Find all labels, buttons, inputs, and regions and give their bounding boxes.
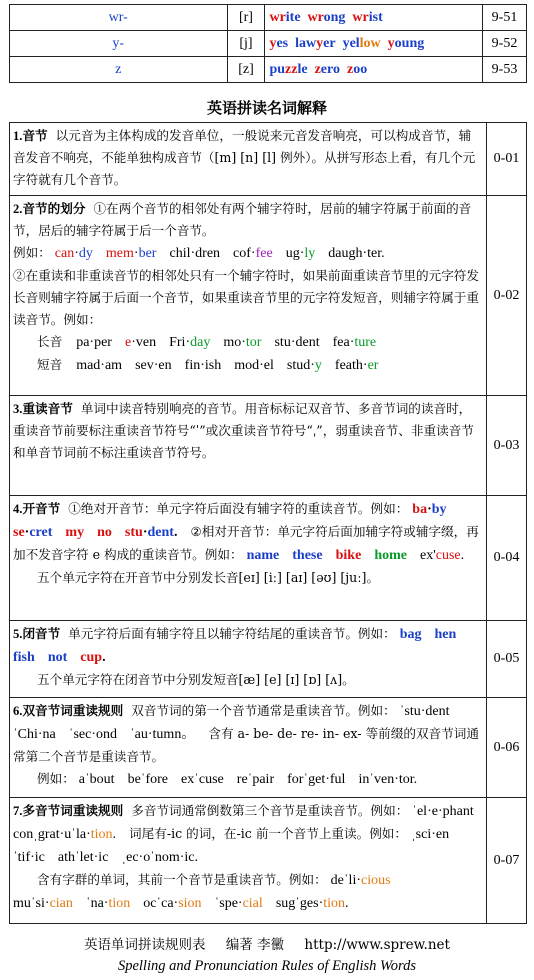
term-name: 开音节 xyxy=(22,501,61,516)
table-row xyxy=(10,5,527,31)
phonetic-cell: [j] xyxy=(227,31,265,57)
term-text: 含有 a- be- de- re- in- ex- 等前缀的双音节词通常第二个音节是重读音节。 xyxy=(13,726,479,764)
example-line: 例如： aˈbout beˈfore exˈcuse reˈpair forˈget·ful inˈven·tor. xyxy=(37,771,418,787)
example-words: write wrong wrist xyxy=(265,5,483,31)
phonetic-cell: [r] xyxy=(227,5,265,31)
example-line: 例如： can·dy mem·ber chil·dren cof·fee ug·ly daugh·ter. xyxy=(13,245,385,261)
table-row xyxy=(10,57,527,83)
code-cell: 0-04 xyxy=(487,496,527,621)
term-cell: 7.多音节词重读规则 多音节词通常倒数第三个音节是重读音节。例如： ˈel·e·phant conˌgrat·uˈla·tion. 词尾有-ic 的词，在-ic 前一个音节上重读。例如： ˌsci·enˈtif·ic athˈlet·ic ˌec·oˈnom·ic. 含有字群的单词，其前一个音节是重读音节。例如： deˈli·cious muˈsi·cian ˈna·tion ocˈca·sion ˈspe·cial sugˈges·tion. xyxy=(10,798,487,924)
code-cell: 0-01 xyxy=(487,123,527,196)
example-words: yes lawyer yellow young xyxy=(265,31,483,57)
section-title: 英语拼读名词解释 xyxy=(206,99,327,117)
term-cell: 1.音节 以元音为主体构成的发音单位，一般说来元音发音响亮，可以构成音节，辅音发音不响亮，不能单独构成音节（[m] [n] [l] 例外）。从拼写形态上看，有几个元字符就有几个音节。 xyxy=(10,123,487,196)
term-name: 音节的划分 xyxy=(22,201,86,216)
term-name: 双音节词重读规则 xyxy=(22,703,124,718)
terms-table xyxy=(9,122,527,924)
term-name: 重读音节 xyxy=(22,401,73,416)
term-cell: 6.双音节词重读规则 双音节词的第一个音节通常是重读音节。例如： ˈstu·dent ˈChi·na ˈsec·ond ˈau·tumn。 含有 a- be- de- re- in- ex- 等前缀的双音节词通常第二个音节是重读音节。 例如： aˈbout beˈfore exˈcuse reˈpair forˈget·ful inˈven·tor. xyxy=(10,698,487,798)
example-words: puzzle zero zoo xyxy=(265,57,483,83)
term-text: 五个单元字符在开音节中分别发长音[eɪ] [iː] [aɪ] [əʊ] [juː]。 xyxy=(37,570,380,585)
term-text: 单元字符后面有辅字符且以辅字符结尾的重读音节。例如： xyxy=(68,626,396,641)
code-cell: 0-05 xyxy=(487,621,527,698)
code-cell: 0-02 xyxy=(487,196,527,396)
term-name: 音节 xyxy=(22,128,48,143)
term-text: 多音节词通常倒数第三个音节是重读音节。例如： xyxy=(131,803,409,818)
letter-sound-table xyxy=(9,4,527,83)
table-row xyxy=(10,798,527,924)
table-row xyxy=(10,196,527,396)
term-text: 双音节词的第一个音节通常是重读音节。例如： xyxy=(131,703,396,718)
table-row xyxy=(10,496,527,621)
term-name: 多音节词重读规则 xyxy=(22,803,124,818)
example-line: muˈsi·cian ˈna·tion ocˈca·sion ˈspe·cial sugˈges·tion. xyxy=(13,896,349,911)
term-text: 五个单元字符在闭音节中分别发短音[æ] [e] [ɪ] [ɒ] [ʌ]。 xyxy=(37,672,355,687)
letter-cell: z xyxy=(10,57,228,83)
footer xyxy=(0,933,534,953)
letter-cell: wr- xyxy=(10,5,228,31)
term-cell: 5.闭音节 单元字符后面有辅字符且以辅字符结尾的重读音节。例如： bag hen fish not cup. 五个单元字符在闭音节中分别发短音[æ] [e] [ɪ] [ɒ] [ʌ]。 xyxy=(10,621,487,698)
code-cell: 0-06 xyxy=(487,698,527,798)
letter-cell: y- xyxy=(10,31,228,57)
term-cell: 3.重读音节 单词中读音特别响亮的音节。用音标标记双音节、多音节词的读音时，重读音节前要标注重读音节符号“ˈ”或次重读音节符号“ˌ”，弱重读音节、非重读音节和单音节词前不标注重读音节符号。 xyxy=(10,396,487,496)
example-line: 长音 pa·per e·ven Fri·day mo·tor stu·dent fea·ture xyxy=(37,334,377,350)
term-text: ②在重读和非重读音节的相邻处只有一个辅字符时，如果前面重读音节里的元字符发长音则辅字符属于后面一个音节，如果重读音节里的元字符发短音，则辅字符属于重读音节。例如： xyxy=(13,268,479,327)
english-title: Spelling and Pronunciation Rules of English Words xyxy=(117,958,417,974)
code-cell: 0-07 xyxy=(487,798,527,924)
term-text: 单词中读音特别响亮的音节。用音标标记双音节、多音节词的读音时，重读音节前要标注重读音节符号“ˈ”或次重读音节符号“ˌ”，弱重读音节、非重读音节和单音节词前不标注重读音节符号。 xyxy=(13,401,474,460)
code-cell: 9-51 xyxy=(483,5,527,31)
term-text: ②相对开音节：单元字符后面加辅字符或辅字缀，再加不发音字符 e 构成的重读音节。例如： xyxy=(13,524,479,562)
table-row xyxy=(10,123,527,196)
book-title: 英语单词拼读规则表 xyxy=(84,937,206,953)
code-cell: 9-52 xyxy=(483,31,527,57)
website-link[interactable]: http://www.sprew.net xyxy=(304,937,450,953)
table-row xyxy=(10,698,527,798)
code-cell: 0-03 xyxy=(487,396,527,496)
author: 编著 李黴 xyxy=(225,937,285,953)
example-line: 含有字群的单词，其前一个音节是重读音节。例如： deˈli·cious xyxy=(37,872,391,888)
code-cell: 9-53 xyxy=(483,57,527,83)
term-text: ①绝对开音节：单元字符后面没有辅字符的重读音节。例如： xyxy=(68,501,409,516)
term-text: 词尾有-ic 的词，在-ic 前一个音节上重读。例如： xyxy=(129,826,407,841)
term-name: 闭音节 xyxy=(22,626,61,641)
table-row xyxy=(10,31,527,57)
term-text: 以元音为主体构成的发音单位，一般说来元音发音响亮，可以构成音节，辅音发音不响亮，不能单独构成音节（[m] [n] [l] 例外）。从拼写形态上看，有几个元字符就有几个音节。 xyxy=(13,128,476,187)
term-cell: 2.音节的划分 ①在两个音节的相邻处有两个辅字符时，居前的辅字符属于前面的音节，居后的辅字符属于后一个音节。 例如： can·dy mem·ber chil·dren cof·fee ug·ly daugh·ter. ②在重读和非重读音节的相邻处只有一个辅字符时，如果前面重读音节里的元字符发长音则辅字符属于后面一个音节，如果重读音节里的元字符发短音，则辅字符属于重读音节。例如： 长音 pa·per e·ven Fri·day mo·tor stu·dent fea·ture 短音 mad·am sev·en fin·ish mod·el stud·y feath·er xyxy=(10,196,487,396)
term-cell: 4.开音节 ①绝对开音节：单元字符后面没有辅字符的重读音节。例如： ba·by se·cret my no stu·dent. ②相对开音节：单元字符后面加辅字符或辅字缀，再加不发音字符 e 构成的重读音节。例如： name these bike home ex'cuse. 五个单元字符在开音节中分别发长音[eɪ] [iː] [aɪ] [əʊ] [juː]。 xyxy=(10,496,487,621)
table-row xyxy=(10,621,527,698)
table-row xyxy=(10,396,527,496)
example-line: 短音 mad·am sev·en fin·ish mod·el stud·y feath·er xyxy=(37,357,379,373)
phonetic-cell: [z] xyxy=(227,57,265,83)
term-text: ①在两个音节的相邻处有两个辅字符时，居前的辅字符属于前面的音节，居后的辅字符属于后一个音节。 xyxy=(13,201,472,238)
